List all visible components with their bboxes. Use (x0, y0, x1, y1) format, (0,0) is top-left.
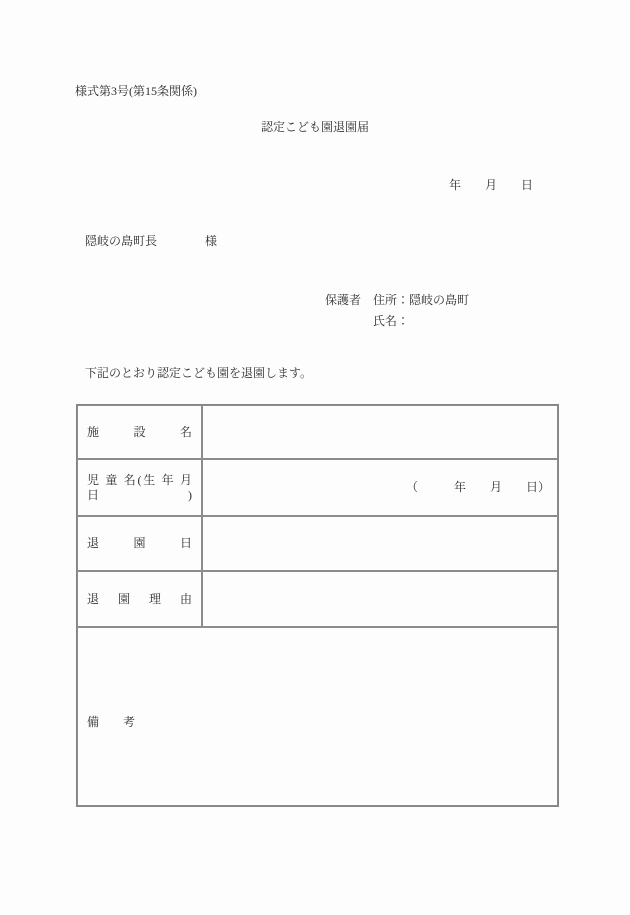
form-number: 様式第3号(第15条関係) (75, 84, 197, 98)
child-birthdate-value: （ 年 月 日） (202, 459, 558, 516)
table-row-withdrawal-date (77, 516, 558, 571)
date-line: 年 月 日 (448, 178, 533, 192)
table-row-child-name (77, 459, 558, 516)
remarks-label: 備 考 (77, 627, 558, 806)
guardian-name-line: 氏名： (373, 314, 410, 328)
withdrawal-date-value (202, 516, 558, 571)
table-row-withdrawal-reason (77, 571, 558, 627)
withdrawal-reason-label: 退 園 理 由 (77, 571, 202, 627)
facility-name-value (202, 405, 558, 459)
document-title: 認定こども園退園届 (260, 120, 369, 134)
table-row-remarks (77, 627, 558, 806)
guardian-block (325, 290, 469, 332)
addressee-line: 隠岐の島町長 様 (85, 234, 218, 248)
withdrawal-date-label: 退 園 日 (77, 516, 202, 571)
withdrawal-reason-value (202, 571, 558, 627)
guardian-address-line: 保護者 住所：隠岐の島町 (325, 293, 470, 307)
child-name-label: 児 童 名(生 年 月 日) (77, 459, 202, 516)
facility-name-label: 施 設 名 (77, 405, 202, 459)
withdrawal-form-table (76, 404, 559, 807)
table-row-facility-name (77, 405, 558, 459)
intro-text: 下記のとおり認定こども園を退園します。 (85, 366, 313, 380)
